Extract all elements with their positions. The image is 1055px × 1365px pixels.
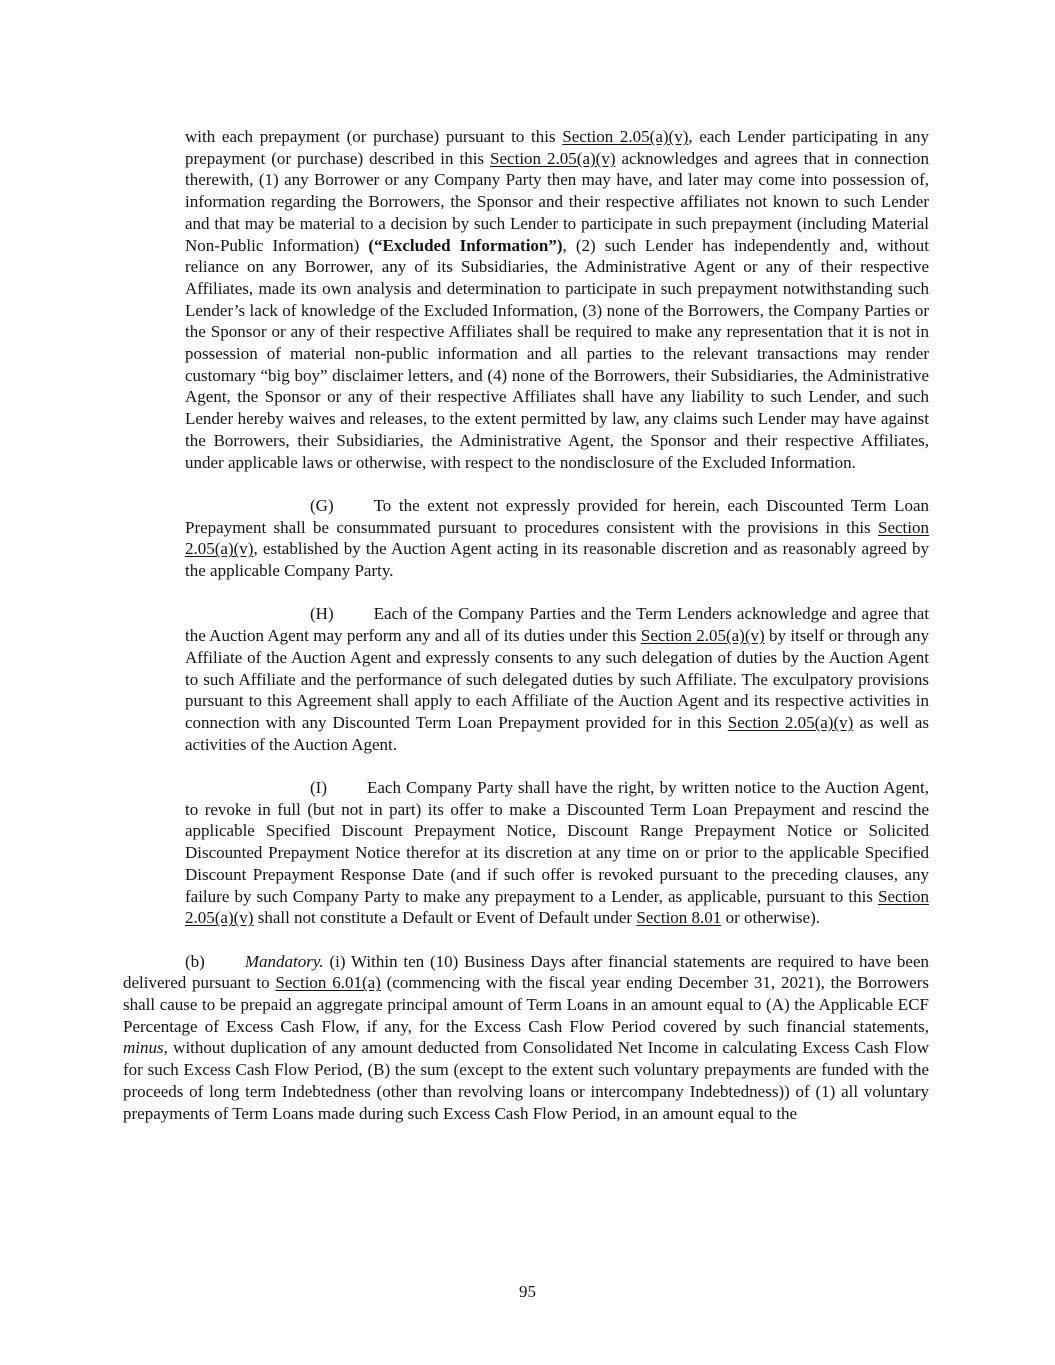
text-run: , established by the Auction Agent acting in its reasonable discretion and as reasonably agreed by the applicable Company Party.: [185, 539, 929, 581]
text-run: with each prepayment (or purchase) pursuant to this: [185, 127, 563, 146]
paragraph-clause-h: [185, 603, 929, 755]
paragraph-mandatory-prepayment: [123, 951, 929, 1125]
document-body: [123, 126, 929, 1146]
text-run: (I): [310, 778, 327, 798]
text-run: by itself or through any Affiliate of the Auction Agent and expressly consents to any such delegation of duties by the Auction Agent to such Affiliate and the performance of such delegated duties by such Affiliate. The exculpatory provisions pursuant to this Agreement shall apply to each Affiliate of the Auction Agent and its respective activities in connection with any Discounted Term Loan Prepayment provided for in this: [185, 626, 929, 732]
page-number: 95: [519, 1282, 536, 1301]
text-run: Mandatory.: [244, 951, 324, 971]
section-reference-link[interactable]: Section 2.05(a)(v): [185, 517, 929, 559]
paragraph-clause-i: [185, 777, 929, 929]
section-reference-link[interactable]: Section 2.05(a)(v): [185, 886, 929, 928]
section-reference-link[interactable]: Section 2.05(a)(v): [640, 626, 765, 646]
text-run: (b): [185, 951, 205, 971]
text-run: (G): [310, 495, 334, 515]
section-reference-link[interactable]: Section 2.05(a)(v): [490, 148, 616, 168]
text-run: (i) Within ten (10) Business Days after financial statements are required to have been delivered pursuant to: [123, 951, 929, 993]
text-run: Each Company Party shall have the right, by written notice to the Auction Agent, to revoke in full (but not in part) its offer to make a Discounted Term Loan Prepayment and rescind the applicable Specified Discount Prepayment Notice, Discount Range Prepayment Notice or Solicited Discounted Prepayment Notice therefor at its discretion at any time on or prior to the applicable Specified Discount Prepayment Response Date (and if such offer is revoked pursuant to the preceding clauses, any failure by such Company Party to make any prepayment to a Lender, as applicable, pursuant to this: [185, 778, 929, 906]
section-reference-link[interactable]: Section 2.05(a)(v): [562, 127, 689, 146]
text-run: (H): [310, 604, 334, 624]
text-run: , (2) such Lender has independently and, without reliance on any Borrower, any of its Subsidiaries, the Administrative Agent or any of their respective Affiliates, made its own analysis and determination to participate in such prepayment notwithstanding such Lender’s lack of knowledge of the Excluded Information, (3) none of the Borrowers, the Company Parties or the Sponsor or any of their respective Affiliates shall be required to make any representation that it is not in possession of material non-public information and all parties to the relevant transactions may render customary “big boy” disclaimer letters, and (4) none of the Borrowers, their Subsidiaries, the Administrative Agent, the Sponsor or any of their respective Affiliates shall have any liability to such Lender, and such Lender hereby waives and releases, to the extent permitted by law, any claims such Lender may have against the Borrowers, their Subsidiaries, the Administrative Agent, the Sponsor and their respective Affiliates, under applicable laws or otherwise, with respect to the nondisclosure of the Excluded Information.: [185, 235, 929, 472]
text-run: (“Excluded Information”): [368, 235, 563, 255]
paragraph-clause-g: [185, 495, 929, 582]
text-run: minus: [123, 1038, 164, 1058]
section-reference-link[interactable]: Section 6.01(a): [275, 973, 381, 993]
section-reference-link[interactable]: Section 8.01: [636, 908, 722, 928]
text-run: acknowledges and agrees that in connection therewith, (1) any Borrower or any Company Party then may have, and later may come into possession of, information regarding the Borrowers, the Sponsor and their respective affiliates not known to such Lender and that may be material to a decision by such Lender to participate in such prepayment (including Material Non-Public Information): [185, 148, 930, 255]
text-run: shall not constitute a Default or Event of Default under: [253, 908, 637, 928]
text-run: or otherwise).: [721, 908, 820, 928]
section-reference-link[interactable]: Section 2.05(a)(v): [727, 712, 854, 732]
text-run: To the extent not expressly provided for herein, each Discounted Term Loan Prepayment shall be consummated pursuant to procedures consistent with the provisions in this: [185, 495, 929, 537]
text-run: Each of the Company Parties and the Term Lenders acknowledge and agree that the Auction Agent may perform any and all of its duties under this: [185, 604, 929, 646]
text-run: as well as activities of the Auction Agent.: [185, 712, 929, 754]
text-run: (commencing with the fiscal year ending December 31, 2021), the Borrowers shall cause to be prepaid an aggregate principal amount of Term Loans in an amount equal to (A) the Applicable ECF Percentage of Excess Cash Flow, if any, for the Excess Cash Flow Period covered by such financial statements,: [123, 973, 930, 1036]
text-run: , without duplication of any amount deducted from Consolidated Net Income in calculating Excess Cash Flow for such Excess Cash Flow Period, (B) the sum (except to the extent such voluntary prepayments are funded with the proceeds of long term Indebtedness (other than revolving loans or intercompany Indebtedness)) of (1) all voluntary prepayments of Term Loans made during such Excess Cash Flow Period, in an amount equal to the: [123, 1038, 929, 1123]
text-run: , each Lender participating in any prepayment (or purchase) described in this: [185, 127, 929, 168]
paragraph-lender-acknowledgment: [185, 126, 929, 473]
